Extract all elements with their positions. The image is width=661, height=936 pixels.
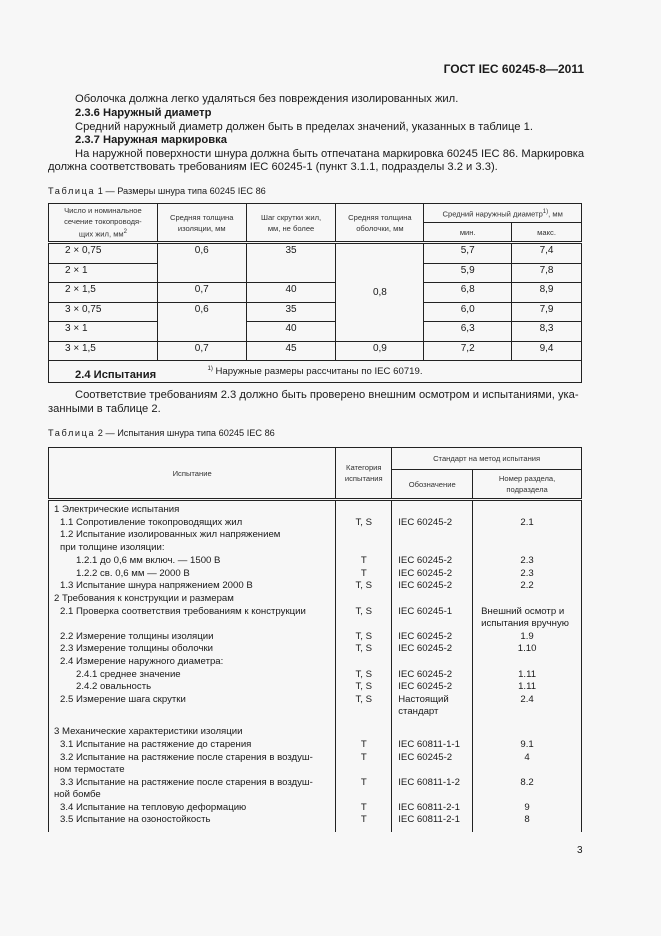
cell-test: 2.4.1 среднее значение <box>49 668 336 681</box>
header-line: мм, не более <box>267 223 315 233</box>
header-max: макс. <box>512 223 582 243</box>
cell-line: 3.2 Испытание на растяжение после старения в воздуш- <box>60 751 313 763</box>
cell-test: 3.5 Испытание на озоностойкость <box>49 814 336 833</box>
header-outer-diameter <box>424 204 582 223</box>
cell-test: 1.2 Испытание изолированных жил напряжением <box>49 529 336 542</box>
cell-line: Внешний осмотр и <box>481 605 565 617</box>
header-sheath-thickness <box>336 204 424 243</box>
header-line: подраздела <box>506 485 548 494</box>
table-row <box>49 341 582 361</box>
cell-section: 1.11 <box>473 681 582 694</box>
header-min: мин. <box>424 223 512 243</box>
cell-max: 9,4 <box>512 341 582 361</box>
caption-text: 1 — Размеры шнура типа 60245 IEC 86 <box>95 186 266 196</box>
cell-size: 2 × 0,75 <box>49 243 158 264</box>
cell-sheath: 0,9 <box>336 341 424 361</box>
cell-category: T <box>336 567 392 580</box>
page-number: 3 <box>577 845 583 856</box>
cell-insulation: 0,7 <box>157 283 246 303</box>
caption-label: Таблица <box>48 428 96 438</box>
paragraph: Средний наружный диаметр должен быть в пределах значений, указанных в таблице 1. <box>75 121 533 133</box>
cell-category: T, S <box>336 668 392 681</box>
table-row <box>49 243 582 264</box>
cell-standard: IEC 60811-2-1 <box>392 814 473 833</box>
header-section <box>473 470 582 500</box>
cell-section <box>473 655 582 668</box>
table-row <box>49 554 582 567</box>
cell-lay: 35 <box>246 243 336 283</box>
cell-line: 3.3 Испытание на растяжение после старения в воздуш- <box>60 776 313 788</box>
cell-sheath: 0,8 <box>336 243 424 342</box>
table-row <box>49 668 582 681</box>
cell-lay: 35 <box>246 302 336 322</box>
header-text: , мм <box>548 209 563 219</box>
cell-lay: 40 <box>246 283 336 303</box>
cell-test: 2 Требования к конструкции и размерам <box>49 592 336 605</box>
cell-section <box>473 592 582 605</box>
cell-standard: IEC 60245-2 <box>392 643 473 656</box>
header-standard: Стандарт на метод испытания <box>392 448 582 470</box>
section-heading-2-3-6: 2.3.6 Наружный диаметр <box>75 107 212 119</box>
cell-test: 1.2.1 до 0,6 мм включ. — 1500 В <box>49 554 336 567</box>
cell-standard: IEC 60811-1-2 <box>392 776 473 801</box>
cell-section: 2.4 <box>473 694 582 719</box>
cell-test: 3 Механические характеристики изоляции <box>49 718 336 738</box>
cell-category: T, S <box>336 694 392 719</box>
superscript: 1) <box>207 366 213 373</box>
cell-section <box>473 605 582 630</box>
footnote-text: Наружные размеры рассчитаны по IEC 60719. <box>212 366 423 378</box>
cell-size: 2 × 1 <box>49 263 158 283</box>
header-line: изоляции, мм <box>177 223 226 233</box>
cell-section: 2.3 <box>473 554 582 567</box>
cell-min: 6,3 <box>424 322 512 342</box>
cell-standard <box>392 655 473 668</box>
cell-standard <box>392 694 473 719</box>
cell-min: 7,2 <box>424 341 512 361</box>
header-line: испытания <box>344 474 383 483</box>
header-line: Средняя толщина <box>348 212 412 222</box>
cell-size: 2 × 1,5 <box>49 283 158 303</box>
cell-lay: 40 <box>246 322 336 342</box>
header-insulation-thickness <box>157 204 246 243</box>
cell-test: 1 Электрические испытания <box>49 500 336 517</box>
cell-category <box>336 592 392 605</box>
header-designation: Обозначение <box>392 470 473 500</box>
cell-size: 3 × 0,75 <box>49 302 158 322</box>
cell-category: T <box>336 814 392 833</box>
document-header: ГОСТ IEC 60245-8—2011 <box>443 62 584 76</box>
cell-standard: IEC 60245-2 <box>392 580 473 593</box>
cell-section <box>473 529 582 542</box>
table-row <box>49 694 582 719</box>
cell-section: 1.9 <box>473 630 582 643</box>
cell-section: 9.1 <box>473 739 582 752</box>
cell-category: T <box>336 554 392 567</box>
cell-standard <box>392 529 473 542</box>
cell-standard: IEC 60245-2 <box>392 567 473 580</box>
cell-standard: IEC 60245-2 <box>392 554 473 567</box>
header-test: Испытание <box>49 448 336 500</box>
header-conductor-size <box>49 204 158 243</box>
cell-max: 8,3 <box>512 322 582 342</box>
table-row <box>49 542 582 555</box>
cell-section: 2.2 <box>473 580 582 593</box>
cell-test: 2.5 Измерение шага скрутки <box>49 694 336 719</box>
cell-category: T, S <box>336 630 392 643</box>
header-category <box>336 448 392 500</box>
cell-standard: IEC 60811-1-1 <box>392 739 473 752</box>
cell-section: 8.2 <box>473 776 582 801</box>
header-line: Средняя толщина <box>169 212 234 222</box>
cell-line: ной бомбе <box>54 788 101 800</box>
cell-category: T <box>336 751 392 776</box>
cell-section: 1.11 <box>473 668 582 681</box>
cell-category <box>336 500 392 517</box>
superscript: 1) <box>542 208 549 215</box>
table2-caption <box>48 428 275 438</box>
cell-section: 2.1 <box>473 516 582 529</box>
cell-insulation: 0,6 <box>157 243 246 283</box>
table-row <box>49 655 582 668</box>
cell-category: T, S <box>336 681 392 694</box>
cell-test: 1.3 Испытание шнура напряжением 2000 В <box>49 580 336 593</box>
header-line: Номер раздела, <box>498 474 556 483</box>
cell-standard <box>392 500 473 517</box>
cell-category <box>336 529 392 542</box>
table-row <box>49 776 582 801</box>
cell-insulation: 0,7 <box>157 341 246 361</box>
paragraph: должна соответствовать требованиям IEC 60245-1 (пункт 3.1.1, подразделы 3.2 и 3.3). <box>48 161 498 173</box>
paragraph: занными в таблице 2. <box>48 403 161 415</box>
cell-section: 9 <box>473 801 582 814</box>
table-row <box>49 302 582 322</box>
cell-standard: IEC 60245-1 <box>392 605 473 630</box>
cell-size: 3 × 1 <box>49 322 158 342</box>
cell-standard: IEC 60811-2-1 <box>392 801 473 814</box>
cell-test: 1.2.2 св. 0,6 мм — 2000 В <box>49 567 336 580</box>
cell-line: Настоящий <box>398 694 449 706</box>
table-row <box>49 751 582 776</box>
cell-max: 7,4 <box>512 243 582 264</box>
caption-label: Таблица <box>48 186 96 196</box>
cell-test: 2.4 Измерение наружного диаметра: <box>49 655 336 668</box>
cell-line: ном термостате <box>54 764 125 776</box>
header-text: щих жил, мм <box>78 229 124 239</box>
cell-category <box>336 542 392 555</box>
paragraph: Соответствие требованиям 2.3 должно быть проверено внешним осмотром и испытаниями, ука- <box>75 389 579 401</box>
cell-min: 5,9 <box>424 263 512 283</box>
table1-caption <box>48 186 266 196</box>
cell-section <box>473 718 582 738</box>
cell-test: при толщине изоляции: <box>49 542 336 555</box>
header-line <box>49 227 157 240</box>
cell-max: 7,9 <box>512 302 582 322</box>
cell-max: 7,8 <box>512 263 582 283</box>
cell-standard: IEC 60245-2 <box>392 630 473 643</box>
table-row <box>49 814 582 833</box>
cell-size: 3 × 1,5 <box>49 341 158 361</box>
table-row <box>49 322 582 342</box>
superscript: 2 <box>123 229 127 236</box>
cell-category: T, S <box>336 605 392 630</box>
cell-line: испытания вручную <box>481 617 569 629</box>
cell-category <box>336 718 392 738</box>
cell-test <box>49 751 336 776</box>
paragraph: Оболочка должна легко удаляться без повреждения изолированных жил. <box>75 93 459 105</box>
cell-section: 2.3 <box>473 567 582 580</box>
table-cord-dimensions <box>48 203 582 383</box>
table-row <box>49 500 582 517</box>
table-row <box>49 516 582 529</box>
cell-standard <box>392 542 473 555</box>
header-line: сечение токопроводя- <box>64 217 142 227</box>
table-row <box>49 643 582 656</box>
header-line: Категория <box>346 463 382 472</box>
cell-min: 6,0 <box>424 302 512 322</box>
header-line: Число и номинальное <box>64 206 142 216</box>
cell-standard: IEC 60245-2 <box>392 751 473 776</box>
cell-test: 2.4.2 овальность <box>49 681 336 694</box>
table-row <box>49 529 582 542</box>
header-lay-length <box>246 204 336 243</box>
cell-test: 2.1 Проверка соответствия требованиям к конструкции <box>49 605 336 630</box>
cell-test: 3.1 Испытание на растяжение до старения <box>49 739 336 752</box>
table-row <box>49 681 582 694</box>
cell-line: стандарт <box>398 706 439 718</box>
table-row <box>49 718 582 738</box>
section-heading-2-4: 2.4 Испытания <box>75 369 157 381</box>
cell-standard <box>392 718 473 738</box>
cell-test: 1.1 Сопротивление токопроводящих жил <box>49 516 336 529</box>
header-line: Шаг скрутки жил, <box>260 212 322 222</box>
table-row <box>49 801 582 814</box>
cell-test <box>49 776 336 801</box>
table-row <box>49 592 582 605</box>
cell-category: T, S <box>336 643 392 656</box>
cell-section <box>473 500 582 517</box>
table-row <box>49 283 582 303</box>
cell-max: 8,9 <box>512 283 582 303</box>
table-cord-tests <box>48 447 582 832</box>
table-row <box>49 739 582 752</box>
cell-test: 3.4 Испытание на тепловую деформацию <box>49 801 336 814</box>
cell-standard <box>392 592 473 605</box>
cell-test: 2.2 Измерение толщины изоляции <box>49 630 336 643</box>
cell-category: T <box>336 739 392 752</box>
cell-category: T, S <box>336 580 392 593</box>
cell-category: T, S <box>336 516 392 529</box>
cell-test: 2.3 Измерение толщины оболочки <box>49 643 336 656</box>
cell-standard: IEC 60245-2 <box>392 516 473 529</box>
cell-category: T <box>336 801 392 814</box>
section-heading-2-3-7: 2.3.7 Наружная маркировка <box>75 134 227 146</box>
table-row <box>49 580 582 593</box>
cell-section: 8 <box>473 814 582 833</box>
cell-min: 6,8 <box>424 283 512 303</box>
caption-text: 2 — Испытания шнура типа 60245 IEC 86 <box>95 428 275 438</box>
cell-insulation: 0,6 <box>157 302 246 341</box>
cell-category: T <box>336 776 392 801</box>
cell-lay: 45 <box>246 341 336 361</box>
cell-section: 1.10 <box>473 643 582 656</box>
table-row <box>49 605 582 630</box>
cell-category <box>336 655 392 668</box>
header-line: оболочки, мм <box>356 223 404 233</box>
paragraph: На наружной поверхности шнура должна быть отпечатана маркировка 60245 IEC 86. Маркировка <box>75 148 585 160</box>
cell-section <box>473 542 582 555</box>
cell-min: 5,7 <box>424 243 512 264</box>
table-row <box>49 567 582 580</box>
cell-standard: IEC 60245-2 <box>392 668 473 681</box>
header-text: Средний наружный диаметр <box>442 209 543 219</box>
table-row <box>49 630 582 643</box>
cell-standard: IEC 60245-2 <box>392 681 473 694</box>
cell-section: 4 <box>473 751 582 776</box>
